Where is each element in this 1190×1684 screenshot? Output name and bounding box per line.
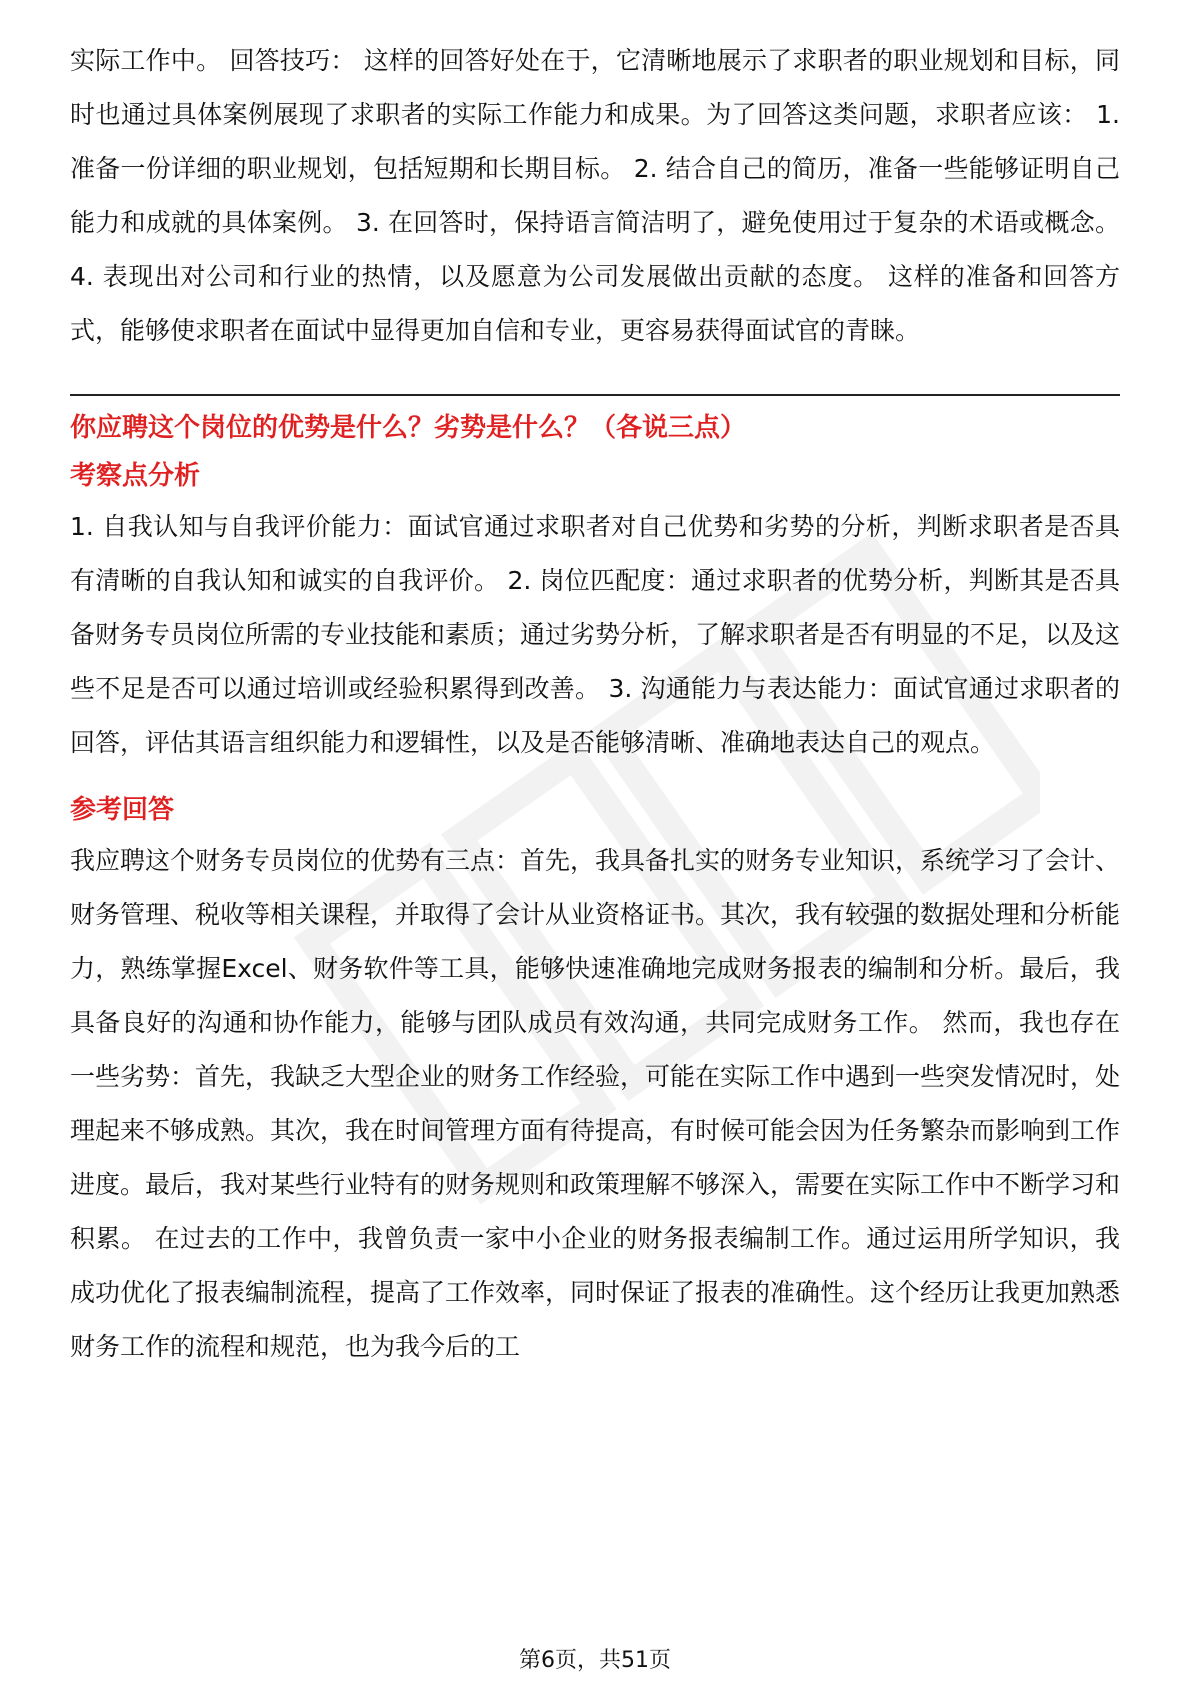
section-divider — [70, 394, 1120, 396]
question-title: 你应聘这个岗位的优势是什么？劣势是什么？（各说三点） — [70, 413, 747, 443]
analysis-text: 1. 自我认知与自我评价能力：面试官通过求职者对自己优势和劣势的分析，判断求职者是否具有清晰的自我认知和诚实的自我评价。 2. 岗位匹配度：通过求职者的优势分析，判断其是否具备财务专员岗位所需的专业技能和素质；通过劣势分析，了解求职者是否有明显的不足，以及这些不足是否可以通过培训或经验积累得到改善。 3. 沟通能力与表达能力：面试官通过求职者的回答，评估其语言组织能力和逻辑性，以及是否能够清晰、准确地表达自己的观点。 — [70, 512, 1121, 757]
answer-text: 我应聘这个财务专员岗位的优势有三点：首先，我具备扎实的财务专业知识，系统学习了会计、财务管理、税收等相关课程，并取得了会计从业资格证书。其次，我有较强的数据处理和分析能力，熟练掌握Excel、财务软件等工具，能够快速准确地完成财务报表的编制和分析。最后，我具备良好的沟通和协作能力，能够与团队成员有效沟通，共同完成财务工作。 然而，我也存在一些劣势：首先，我缺乏大型企业的财务工作经验，可能在实际工作中遇到一些突发情况时，处理起来不够成熟。其次，我在时间管理方面有待提高，有时候可能会因为任务繁杂而影响到工作进度。最后，我对某些行业特有的财务规则和政策理解不够深入，需要在实际工作中不断学习和积累。 在过去的工作中，我曾负责一家中小企业的财务报表编制工作。通过运用所学知识，我成功优化了报表编制流程，提高了工作效率，同时保证了报表的准确性。这个经历让我更加熟悉财务工作的流程和规范，也为我今后的工 — [70, 846, 1121, 1361]
intro-paragraph: 实际工作中。 回答技巧： 这样的回答好处在于，它清晰地展示了求职者的职业规划和目标，同时也通过具体案例展现了求职者的实际工作能力和成果。为了回答这类问题，求职者应该： 1. 准备一份详细的职业规划，包括短期和长期目标。 2. 结合自己的简历，准备一些能够证明自己能力和成就的具体案例。 3. 在回答时，保持语言简洁明了，避免使用过于复杂的术语或概念。 4. 表现出对公司和行业的热情，以及愿意为公司发展做出贡献的态度。 这样的准备和回答方式，能够使求职者在面试中显得更加自信和专业，更容易获得面试官的青睐。 — [70, 46, 1120, 345]
page-number-footer: 第6页，共51页 — [519, 1648, 671, 1673]
page-content — [70, 34, 1120, 1374]
analysis-heading: 考察点分析 — [70, 461, 201, 491]
answer-heading: 参考回答 — [70, 795, 175, 825]
